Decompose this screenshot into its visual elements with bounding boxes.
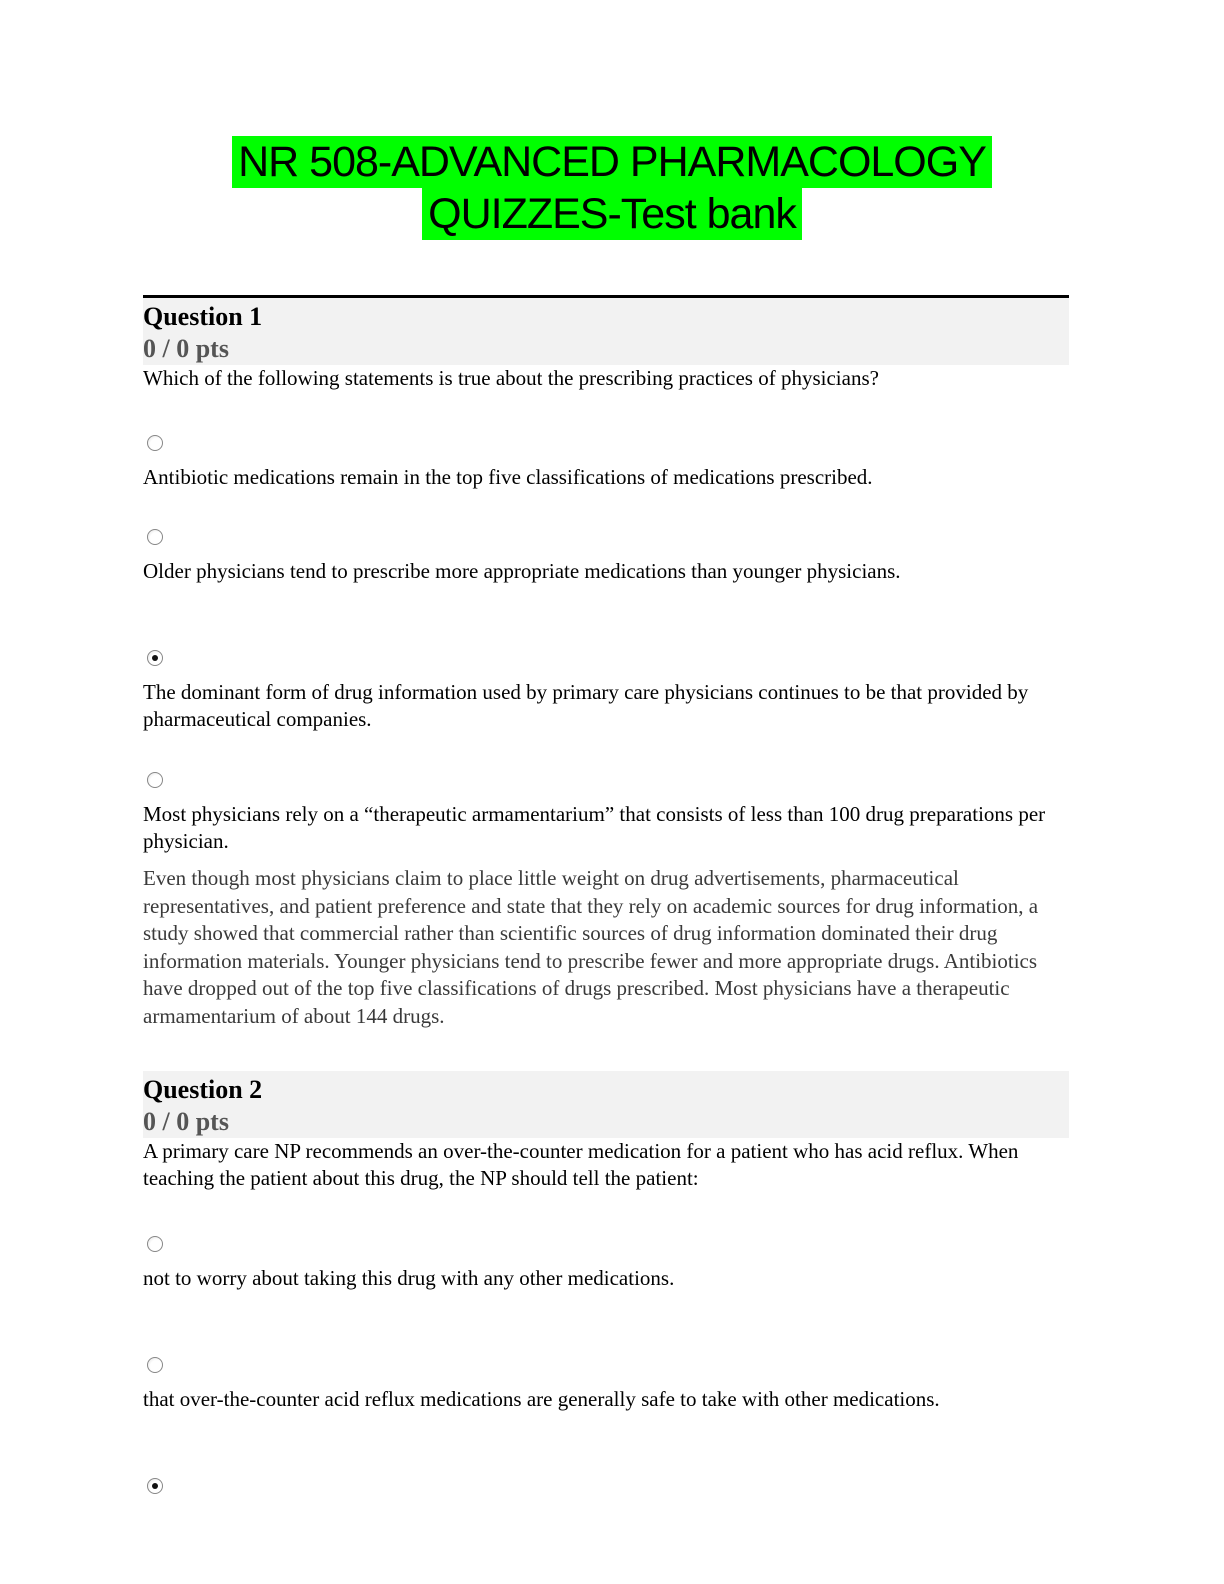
radio-unselected-icon[interactable]: [147, 529, 163, 545]
document-title: [0, 136, 1224, 240]
question-points: 0 / 0 pts: [143, 1107, 229, 1136]
question-points: 0 / 0 pts: [143, 334, 229, 363]
question-text: A primary care NP recommends an over-the-counter medication for a patient who has acid reflux. When teaching the patient about this drug, the NP should tell the patient:: [143, 1139, 1019, 1190]
answer-option-2[interactable]: [143, 1357, 1069, 1413]
answer-option-3[interactable]: [143, 1478, 1069, 1507]
answer-option-1[interactable]: [143, 435, 1069, 491]
radio-selected-icon[interactable]: [147, 650, 163, 666]
answer-option-3[interactable]: [143, 650, 1069, 733]
title-line-1: NR 508-ADVANCED PHARMACOLOGY: [232, 136, 992, 188]
answer-option-1[interactable]: [143, 1236, 1069, 1292]
answer-text: Most physicians rely on a “therapeutic armamentarium” that consists of less than 100 drug preparations per physician.: [143, 802, 1046, 853]
radio-unselected-icon[interactable]: [147, 435, 163, 451]
answer-option-2[interactable]: [143, 529, 1069, 585]
radio-unselected-icon[interactable]: [147, 1357, 163, 1373]
question-header: [143, 1071, 1069, 1138]
radio-selected-icon[interactable]: [147, 1478, 163, 1494]
answer-text: not to worry about taking this drug with any other medications.: [143, 1266, 675, 1290]
answer-text: Antibiotic medications remain in the top five classifications of medications prescribed.: [143, 465, 873, 489]
answer-feedback: Even though most physicians claim to place little weight on drug advertisements, pharmaceutical representatives, and patient preference and state that they rely on academic sources for drug information, a study showed that commercial rather than scientific sources of drug information dominated their drug information materials. Younger physicians tend to prescribe fewer and more appropriate drugs. Antibiotics have dropped out of the top five classifications of drugs prescribed. Most physicians have a therapeutic armamentarium of about 144 drugs.: [143, 866, 1039, 1028]
question-2: [143, 1071, 1069, 1192]
question-text: Which of the following statements is true about the prescribing practices of physicians?: [143, 366, 879, 390]
answer-text: Older physicians tend to prescribe more appropriate medications than younger physicians.: [143, 559, 901, 583]
radio-unselected-icon[interactable]: [147, 772, 163, 788]
question-1: [143, 295, 1069, 392]
radio-unselected-icon[interactable]: [147, 1236, 163, 1252]
answer-text: that over-the-counter acid reflux medications are generally safe to take with other medications.: [143, 1387, 940, 1411]
question-header: [143, 298, 1069, 365]
title-line-2: QUIZZES-Test bank: [422, 188, 802, 240]
answer-option-4[interactable]: [143, 772, 1069, 855]
question-title: Question 2: [143, 1075, 263, 1104]
question-title: Question 1: [143, 302, 263, 331]
answer-text: The dominant form of drug information used by primary care physicians continues to be that provided by pharmaceutical companies.: [143, 680, 1029, 731]
